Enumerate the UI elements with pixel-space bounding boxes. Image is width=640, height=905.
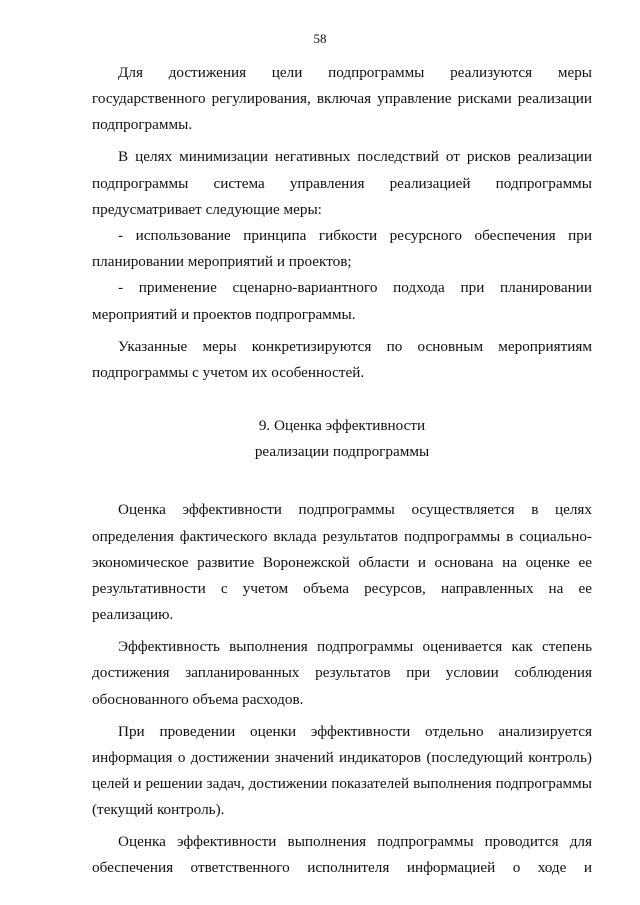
- text-line: экономическое развитие Воронежской области и основана на оценке ее: [92, 553, 592, 571]
- section-heading: [92, 413, 592, 465]
- document-body: [92, 60, 592, 882]
- text-line: информация о достижении значений индикаторов (последующий контроль): [92, 748, 592, 766]
- text-line: В целях минимизации негативных последствий от рисков реализации: [118, 148, 592, 166]
- text-line: (текущий контроль).: [92, 801, 225, 819]
- text-line: Для достижения цели подпрограммы реализуются меры: [118, 64, 592, 81]
- page-number: 58: [313, 31, 327, 46]
- list-item: [92, 275, 592, 327]
- text-line: подпрограммы.: [92, 116, 193, 134]
- text-line: мероприятий и проектов подпрограммы.: [92, 305, 356, 323]
- text-line: определения фактического вклада результатов подпрограммы в социально-: [92, 527, 592, 545]
- text-line: - использование принципа гибкости ресурсного обеспечения при: [118, 227, 592, 245]
- paragraph: [92, 334, 592, 386]
- text-line: предусматривает следующие меры:: [92, 200, 322, 218]
- text-line: подпрограммы с учетом их особенностей.: [92, 363, 365, 381]
- text-line: Оценка эффективности выполнения подпрограммы проводится для: [118, 833, 592, 851]
- text-line: Оценка эффективности подпрограммы осуществляется в целях: [118, 501, 592, 519]
- text-line: - применение сценарно-вариантного подхода при планировании: [118, 279, 592, 297]
- paragraph: [92, 634, 592, 713]
- text-line: государственного регулирования, включая управление рисками реализации: [92, 90, 592, 108]
- text-line: достижения запланированных результатов при условии соблюдения: [92, 664, 592, 682]
- text-line: результативности с учетом объема ресурсов, направленных на ее: [92, 580, 592, 598]
- text-line: реализацию.: [92, 606, 174, 624]
- text-line: планировании мероприятий и проектов;: [92, 253, 352, 271]
- text-line: обоснованного объема расходов.: [92, 690, 304, 708]
- paragraph: [92, 719, 592, 824]
- text-line: целей и решении задач, достижении показателей выполнения подпрограммы: [92, 775, 592, 793]
- heading-line: 9. Оценка эффективности: [258, 417, 426, 435]
- paragraph: [92, 829, 592, 881]
- text-line: Указанные меры конкретизируются по основным мероприятиям: [118, 337, 592, 355]
- paragraph: [92, 60, 592, 139]
- text-line: подпрограммы система управления реализацией подпрограммы: [92, 174, 592, 192]
- list-item: [92, 223, 592, 275]
- heading-line: реализации подпрограммы: [254, 443, 430, 461]
- paragraph: [92, 497, 592, 628]
- text-line: обеспечения ответственного исполнителя информацией о ходе и: [92, 859, 592, 877]
- text-line: Эффективность выполнения подпрограммы оценивается как степень: [118, 638, 592, 656]
- text-line: При проведении оценки эффективности отдельно анализируется: [118, 722, 592, 740]
- paragraph: [92, 144, 592, 223]
